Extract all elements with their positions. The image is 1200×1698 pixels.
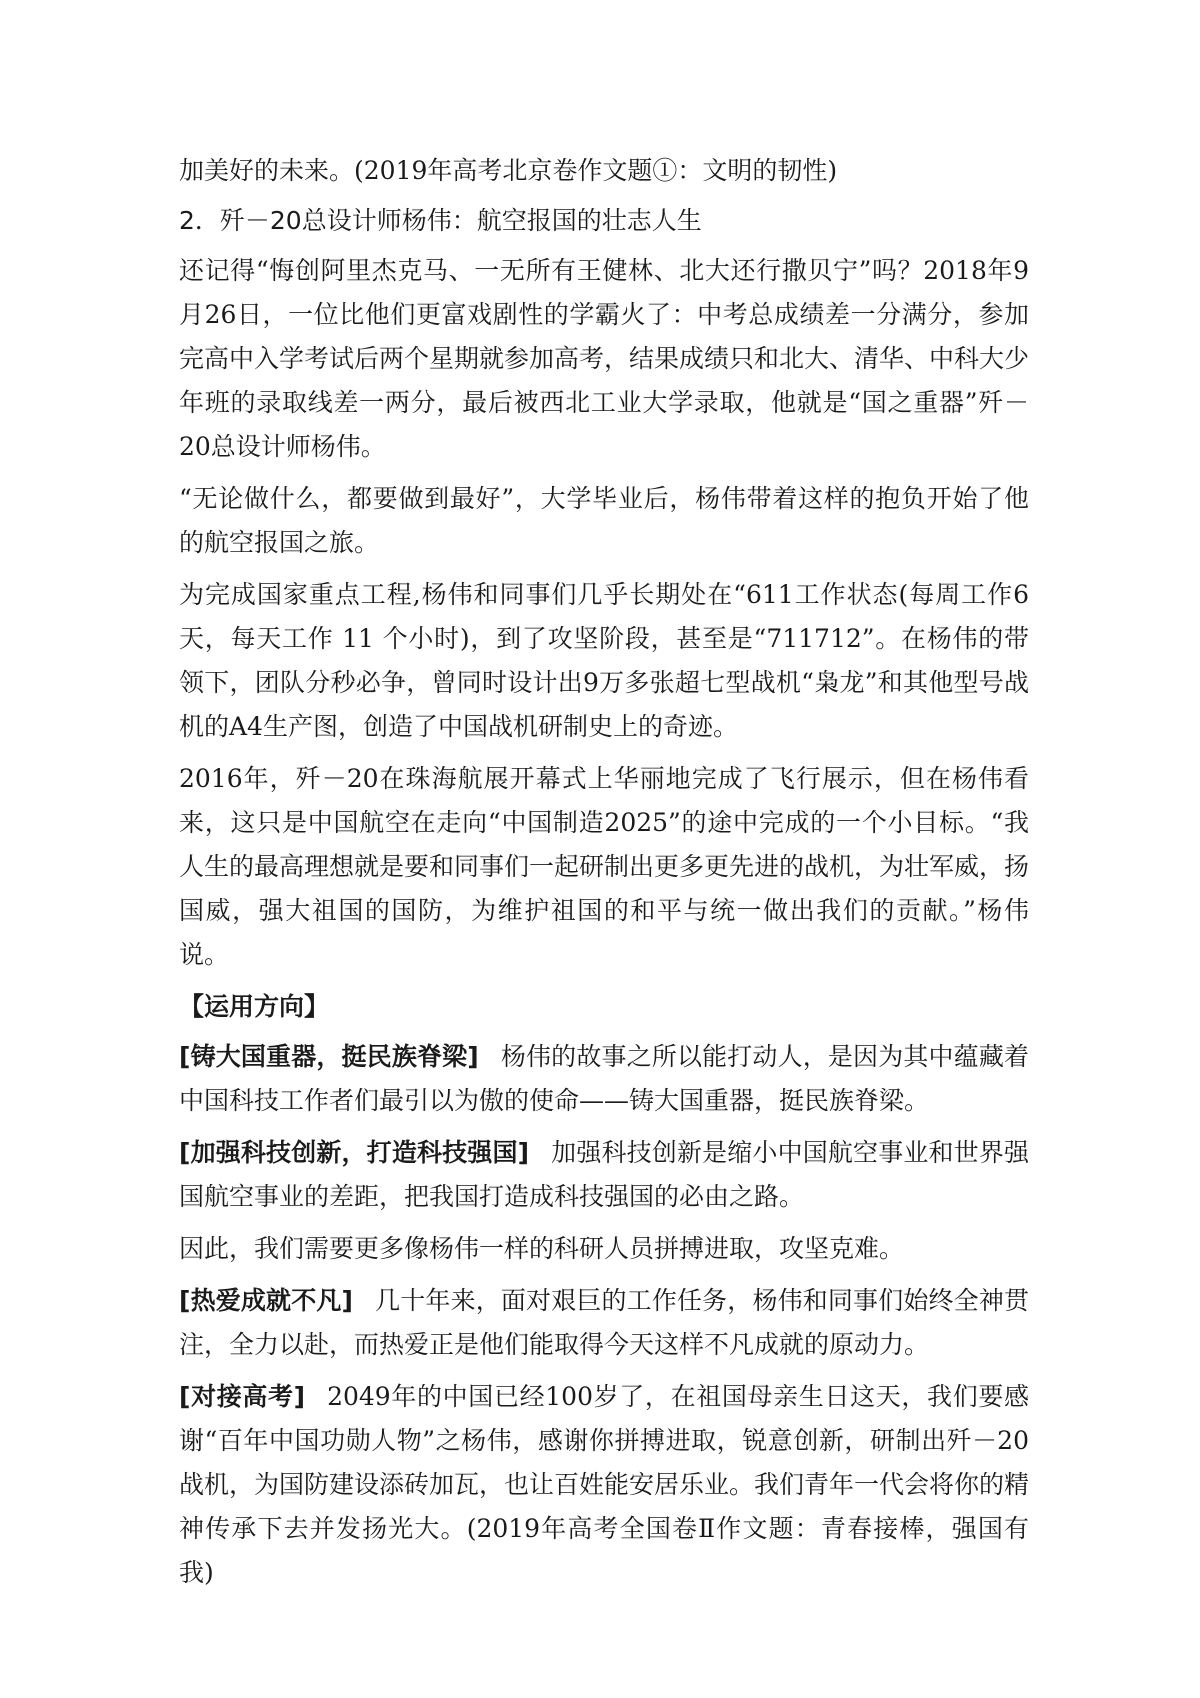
application-tag: [对接高考] <box>179 1382 306 1411</box>
application-text: 2049年的中国已经100岁了，在祖国母亲生日这天，我们要感谢“百年中国功勋人物”之杨伟，感谢你拼搏进取，锐意创新，研制出歼－20战机，为国防建设添砖加瓦，也让百姓能安居乐业。我们青年一代会将你的精神传承下去并发扬光大。(2019年高考全国卷Ⅱ作文题：青春接棒，强国有我) <box>179 1382 1030 1587</box>
application-tag: [加强科技创新，打造科技强国] <box>179 1138 530 1167</box>
body-paragraph: “无论做什么，都要做到最好”，大学毕业后，杨伟带着这样的抱负开始了他的航空报国之旅。 <box>179 484 1029 557</box>
continued-paragraph: 加美好的未来。(2019年高考北京卷作文题①：文明的韧性) <box>179 156 838 185</box>
document-page <box>179 149 1029 1603</box>
application-heading: 【运用方向】 <box>179 992 330 1021</box>
body-paragraph: 为完成国家重点工程,杨伟和同事们几乎长期处在“611工作状态(每周工作6天，每天工作 11 个小时)，到了攻坚阶段，甚至是“711712”。在杨伟的带领下，团队分秒必争，曾同时设计出9万多张超七型战机“枭龙”和其他型号战机的A4生产图，创造了中国战机研制史上的奇迹。 <box>179 580 1029 741</box>
application-item <box>179 1227 1029 1271</box>
body-paragraph: 还记得“悔创阿里杰克马、一无所有王健林、北大还行撒贝宁”吗？2018年9月26日，一位比他们更富戏剧性的学霸火了：中考总成绩差一分满分，参加完高中入学考试后两个星期就参加高考，结果成绩只和北大、清华、中科大少年班的录取线差一两分，最后被西北工业大学录取，他就是“国之重器”歼－20总设计师杨伟。 <box>179 256 1030 461</box>
application-tag: [热爱成就不凡] <box>179 1286 353 1315</box>
application-text: 几十年来，面对艰巨的工作任务，杨伟和同事们始终全神贯注，全力以赴，而热爱正是他们能取得今天这样不凡成就的原动力。 <box>179 1286 1029 1359</box>
application-text: 杨伟的故事之所以能打动人，是因为其中蕴藏着中国科技工作者们最引以为傲的使命——铸大国重器，挺民族脊梁。 <box>179 1042 1029 1115</box>
section-heading: 2．歼－20总设计师杨伟：航空报国的壮志人生 <box>179 206 702 235</box>
application-item <box>179 1131 1029 1219</box>
application-item <box>179 1035 1029 1123</box>
application-tag: [铸大国重器，挺民族脊梁] <box>179 1042 479 1071</box>
body-paragraph: 2016年，歼－20在珠海航展开幕式上华丽地完成了飞行展示，但在杨伟看来，这只是中国航空在走向“中国制造2025”的途中完成的一个小目标。“我人生的最高理想就是要和同事们一起研制出更多更先进的战机，为壮军威，扬国威，强大祖国的国防，为维护祖国的和平与统一做出我们的贡献。”杨伟说。 <box>179 764 1030 969</box>
application-text: 加强科技创新是缩小中国航空事业和世界强国航空事业的差距，把我国打造成科技强国的必由之路。 <box>179 1138 1029 1211</box>
application-text: 因此，我们需要更多像杨伟一样的科研人员拼搏进取，攻坚克难。 <box>179 1234 905 1263</box>
application-item <box>179 1375 1029 1595</box>
application-item <box>179 1279 1029 1367</box>
